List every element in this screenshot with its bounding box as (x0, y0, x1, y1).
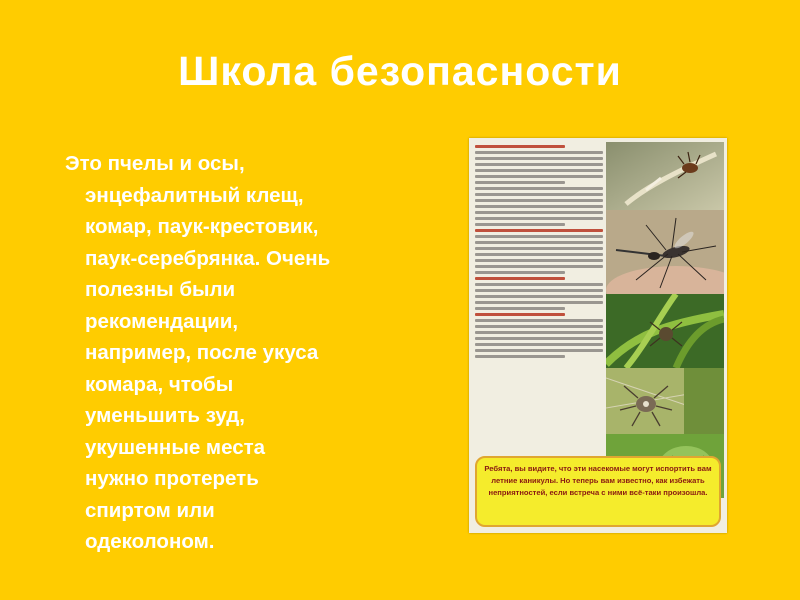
page-text-block (475, 142, 603, 497)
book-page-image (469, 138, 727, 533)
spider-on-grass-photo (606, 294, 724, 368)
callout-text: Ребята, вы видите, что эти насекомые могут испортить вам летние каникулы. Но теперь вам известно, как избежать неприятностей, если встреча с ними всё-таки произошла. (484, 464, 712, 497)
slide-title: Школа безопасности (178, 48, 622, 94)
photo-column (606, 142, 724, 498)
callout-box (475, 456, 721, 527)
body-paragraph: Это пчелы и осы, энцефалитный клещ, комар, паук-крестовик, паук-серебрянка. Очень полезны были рекомендации, например, после укуса комара, чтобы уменьшить зуд, укушенные места нужно протереть спиртом или одеколоном. (65, 152, 331, 553)
slide-body (65, 148, 405, 558)
tick-photo (606, 142, 724, 210)
cross-spider-photo (606, 368, 724, 434)
mosquito-photo (606, 210, 724, 294)
